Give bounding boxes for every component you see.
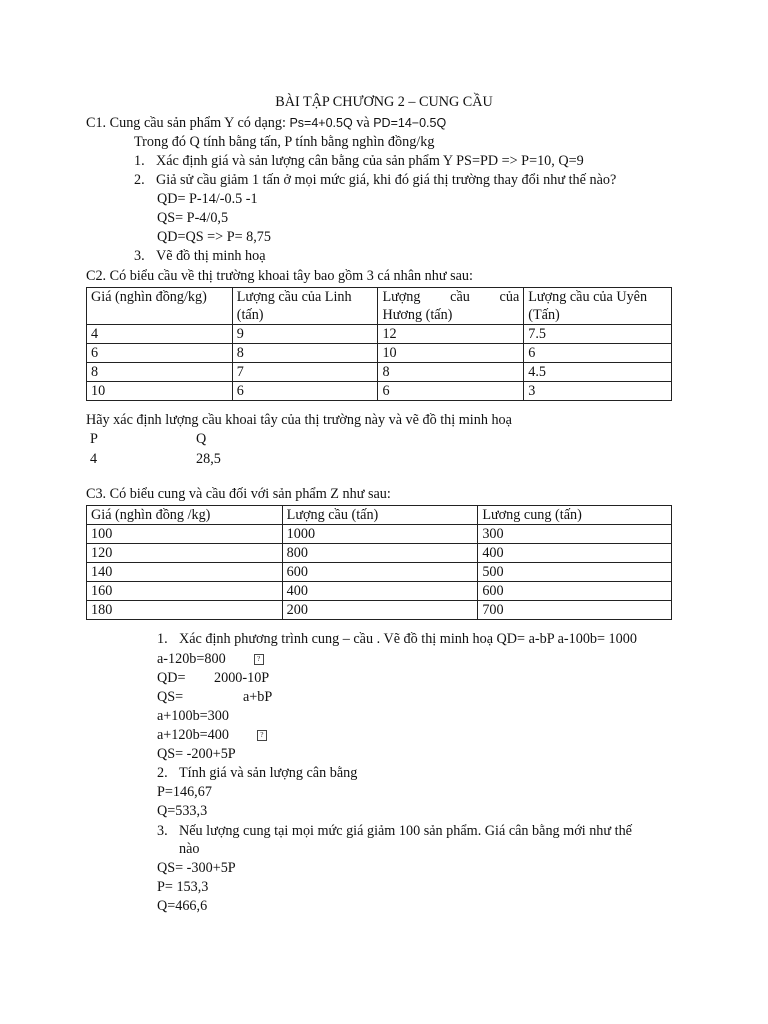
- c3-question-2-text: Tính giá và sản lượng cân bằng: [179, 765, 358, 781]
- c3-question-1-number: 1.: [157, 631, 168, 647]
- missing-glyph-icon: ?: [254, 654, 264, 665]
- c2-demand-table: [86, 287, 672, 401]
- c3-question-3-text-continued: nào: [179, 841, 200, 857]
- table-cell: 4.5: [524, 363, 672, 382]
- c1-note: Trong đó Q tính bằng tấn, P tính bằng nghìn đồng/kg: [134, 134, 435, 150]
- table-cell: 6: [232, 382, 378, 401]
- table-header-row: [87, 288, 672, 325]
- header-line: [91, 306, 228, 324]
- c3-question-3-number: 3.: [157, 823, 168, 839]
- c2-answer-q-value: 28,5: [196, 451, 221, 467]
- header-cell: Giá (nghìn đồng /kg): [87, 506, 283, 525]
- table-row: [87, 563, 672, 582]
- c1-supply-formula: Ps=4+0.5Q: [289, 116, 353, 130]
- table-cell: 400: [282, 582, 478, 601]
- c3-q1-work-line-1: [157, 650, 264, 668]
- c3-q2-work-line-1: P=146,67: [157, 784, 212, 800]
- table-cell: 10: [87, 382, 233, 401]
- table-cell: 300: [478, 525, 672, 544]
- c2-heading: C2. Có biểu cầu về thị trường khoai tây bao gồm 3 cá nhân như sau:: [86, 268, 473, 284]
- c3-q1-equation: a+120b=400: [157, 727, 229, 743]
- table-cell: 180: [87, 601, 283, 620]
- c3-q3-work-line-2: P= 153,3: [157, 879, 209, 895]
- header-word: của: [499, 289, 520, 305]
- header-line: Giá (nghìn đồng/kg): [91, 289, 207, 305]
- c3-q3-work-line-3: Q=466,6: [157, 898, 208, 914]
- c3-q1-work-line-5: [157, 726, 267, 744]
- table-cell: 120: [87, 544, 283, 563]
- c1-demand-formula: PD=14−0.5Q: [373, 116, 447, 130]
- c3-question-2: [157, 764, 357, 782]
- missing-glyph-icon: ?: [257, 730, 267, 741]
- table-row: [87, 325, 672, 344]
- c1-item-2-text: Giả sử cầu giảm 1 tấn ở mọi mức giá, khi đó giá thị trường thay đổi như thế nào?: [156, 172, 617, 188]
- header-word: Lượng: [382, 289, 421, 305]
- table-row: [87, 525, 672, 544]
- table-row: [87, 582, 672, 601]
- table-cell: 8: [87, 363, 233, 382]
- c1-item-2: [134, 171, 616, 189]
- c1-item-3-text: Vẽ đồ thị minh hoạ: [156, 248, 266, 264]
- c3-q1-work-line-4: a+100b=300: [157, 708, 229, 724]
- c1-item-3: [134, 247, 266, 265]
- c3-question-2-number: 2.: [157, 765, 168, 781]
- c1-item-1: [134, 152, 584, 170]
- c1-heading-text: C1. Cung cầu sản phẩm Y có dạng:: [86, 115, 290, 131]
- table-cell: 8: [378, 363, 524, 382]
- table-cell: 10: [378, 344, 524, 363]
- table-row: [87, 601, 672, 620]
- header-cell: [378, 288, 524, 325]
- c1-and-text: và: [352, 115, 374, 131]
- c3-q1-work-line-6: QS= -200+5P: [157, 746, 236, 762]
- table-cell: 140: [87, 563, 283, 582]
- table-cell: 1000: [282, 525, 478, 544]
- table-cell: 9: [232, 325, 378, 344]
- c3-q1-work-qd-label: QD=: [157, 670, 186, 686]
- table-cell: 160: [87, 582, 283, 601]
- table-cell: 200: [282, 601, 478, 620]
- header-line: (tấn): [236, 307, 264, 323]
- c1-item-3-number: 3.: [134, 248, 145, 264]
- header-cell: Lương cung (tấn): [478, 506, 672, 525]
- c3-q2-work-line-2: Q=533,3: [157, 803, 208, 819]
- table-cell: 600: [282, 563, 478, 582]
- table-cell: 12: [378, 325, 524, 344]
- c1-item-1-number: 1.: [134, 153, 145, 169]
- c2-answer-header-q: Q: [196, 431, 207, 447]
- c3-q3-work-line-1: QS= -300+5P: [157, 860, 236, 876]
- c3-q1-work-qd-value: 2000-10P: [214, 670, 270, 686]
- header-cell: [87, 288, 233, 325]
- table-row: [87, 363, 672, 382]
- table-header-row: [87, 506, 672, 525]
- c3-q1-work-qs-value: a+bP: [243, 689, 273, 705]
- c3-heading: C3. Có biểu cung và cầu đối với sản phẩm Z như sau:: [86, 486, 391, 502]
- table-cell: 3: [524, 382, 672, 401]
- c3-question-1: [157, 630, 637, 648]
- c3-q1-work-qs-label: QS=: [157, 689, 184, 705]
- header-line: (Tấn): [528, 307, 560, 323]
- c3-question-3: [157, 822, 632, 840]
- header-cell: [524, 288, 672, 325]
- header-word: cầu: [450, 289, 470, 305]
- table-row: [87, 344, 672, 363]
- table-cell: 500: [478, 563, 672, 582]
- header-line: Lượng cầu của Uyên: [528, 289, 648, 305]
- header-line-justified: [382, 288, 519, 306]
- table-cell: 700: [478, 601, 672, 620]
- c3-question-3-text: Nếu lượng cung tại mọi mức giá giảm 100 sản phẩm. Giá cân bằng mới như thế: [179, 823, 632, 839]
- table-cell: 400: [478, 544, 672, 563]
- table-row: [87, 382, 672, 401]
- c1-item-2-number: 2.: [134, 172, 145, 188]
- table-cell: 4: [87, 325, 233, 344]
- c2-answer-p-value: 4: [90, 451, 98, 467]
- c2-answer-header-p: P: [90, 431, 98, 447]
- c1-work-line-3: QD=QS => P= 8,75: [157, 229, 271, 245]
- table-cell: 100: [87, 525, 283, 544]
- table-row: [87, 544, 672, 563]
- c1-work-line-1: QD= P-14/-0.5 -1: [157, 191, 258, 207]
- c1-work-line-2: QS= P-4/0,5: [157, 210, 229, 226]
- page-title: BÀI TẬP CHƯƠNG 2 – CUNG CẦU: [275, 94, 493, 110]
- header-line: Hương (tấn): [382, 307, 453, 323]
- table-cell: 6: [524, 344, 672, 363]
- table-cell: 7: [232, 363, 378, 382]
- header-line: Lượng cầu của Linh: [236, 289, 352, 305]
- c3-question-1-text: Xác định phương trình cung – cầu . Vẽ đồ thị minh hoạ QD= a-bP a-100b= 1000: [179, 631, 637, 647]
- table-cell: 8: [232, 344, 378, 363]
- table-cell: 7.5: [524, 325, 672, 344]
- c3-q1-equation: a-120b=800: [157, 651, 226, 667]
- c1-item-1-text: Xác định giá và sản lượng cân bằng của sản phẩm Y PS=PD => P=10, Q=9: [156, 153, 584, 169]
- table-cell: 600: [478, 582, 672, 601]
- table-cell: 6: [378, 382, 524, 401]
- c1-heading: [86, 114, 446, 132]
- c2-question: Hãy xác định lượng cầu khoai tây của thị trường này và vẽ đồ thị minh hoạ: [86, 412, 512, 428]
- c3-supply-demand-table: [86, 505, 672, 620]
- header-cell: Lượng cầu (tấn): [282, 506, 478, 525]
- table-cell: 800: [282, 544, 478, 563]
- table-cell: 6: [87, 344, 233, 363]
- header-cell: [232, 288, 378, 325]
